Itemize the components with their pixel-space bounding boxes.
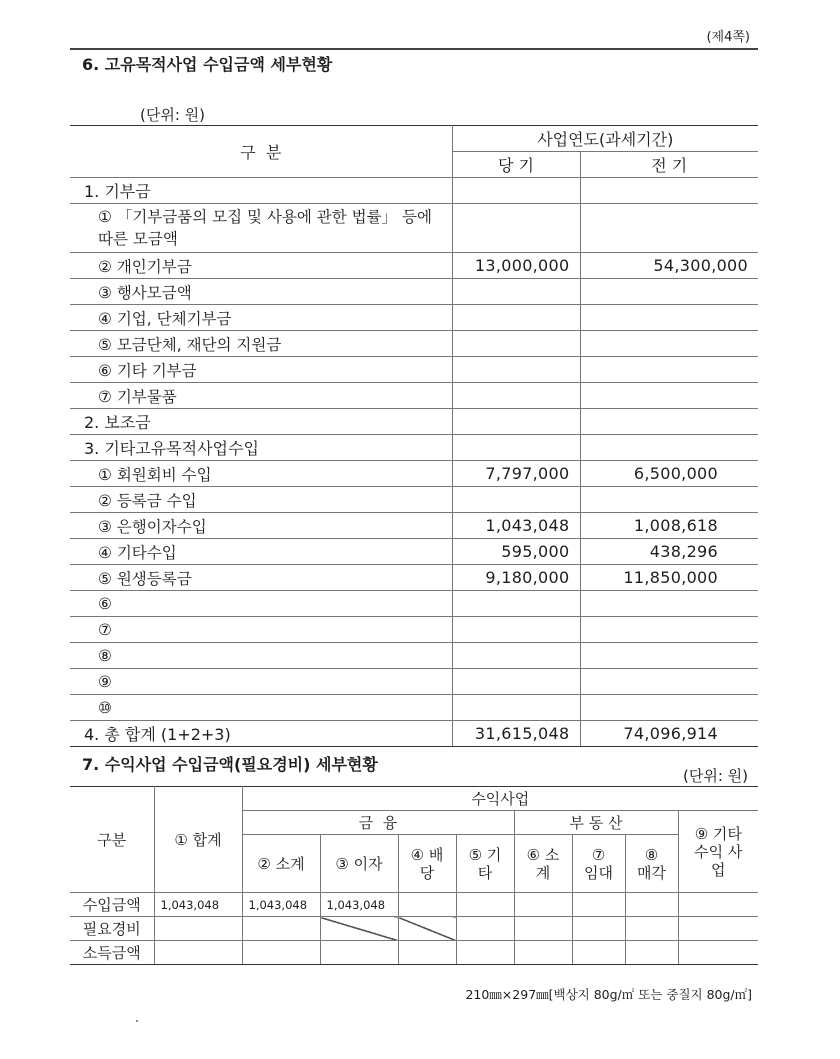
- row-label: ① 「기부금품의 모집 및 사용에 관한 법률」 등에 따른 모금액: [70, 204, 452, 253]
- t2-cell: [514, 941, 572, 965]
- row-label: ⑩: [70, 695, 452, 721]
- t2-cell: [572, 941, 625, 965]
- t2-cell: [678, 941, 758, 965]
- row-label: ⑧: [70, 643, 452, 669]
- t2-cell-diagonal: [398, 917, 456, 941]
- row-current: 7,797,000: [452, 461, 580, 487]
- t2-cell: [398, 893, 456, 917]
- row-current: [452, 435, 580, 461]
- row-current: [452, 204, 580, 253]
- row-previous: 6,500,000: [580, 461, 758, 487]
- row-current: [452, 357, 580, 383]
- row-label: ⑤ 원생등록금: [70, 565, 452, 591]
- row-label: ⑦ 기부물품: [70, 383, 452, 409]
- t2-cell: [398, 941, 456, 965]
- t2-header-sale: ⑧ 매각: [625, 835, 678, 893]
- row-previous: [580, 435, 758, 461]
- row-previous: [580, 279, 758, 305]
- header-previous: 전 기: [580, 152, 758, 178]
- header-category: 구 분: [70, 126, 452, 178]
- t2-cell: [514, 893, 572, 917]
- t2-cell-fin-subtotal: 1,043,048: [242, 893, 320, 917]
- section6-title: 6. 고유목적사업 수입금액 세부현황: [82, 55, 333, 74]
- row-previous: 438,296: [580, 539, 758, 565]
- row-previous: 1,008,618: [580, 513, 758, 539]
- row-label: ③ 행사모금액: [70, 279, 452, 305]
- total-row-label: 4. 총 합계 (1+2+3): [70, 721, 452, 747]
- page-number: (제4쪽): [706, 30, 750, 45]
- t2-cell: [456, 941, 514, 965]
- row-previous: [580, 305, 758, 331]
- t2-header-rent: ⑦ 임대: [572, 835, 625, 893]
- section7-title: 7. 수익사업 수입금액(필요경비) 세부현황: [82, 755, 378, 774]
- t2-header-dividend: ④ 배당: [398, 835, 456, 893]
- row-previous: [580, 357, 758, 383]
- total-current: 31,615,048: [452, 721, 580, 747]
- row-current: [452, 383, 580, 409]
- paper-spec-footer: 210㎜×297㎜[백상지 80g/㎡ 또는 중질지 80g/㎡]: [465, 987, 752, 1002]
- row-previous: [580, 669, 758, 695]
- header-period: 사업연도(과세기간): [452, 126, 758, 152]
- t2-row-label: 소득금액: [70, 941, 154, 965]
- row-label: ① 회원회비 수입: [70, 461, 452, 487]
- t2-header-fin-subtotal: ② 소계: [242, 835, 320, 893]
- row-previous: [580, 487, 758, 513]
- row-previous: [580, 178, 758, 204]
- t2-header-re-subtotal: ⑥ 소계: [514, 835, 572, 893]
- row-label: ④ 기업, 단체기부금: [70, 305, 452, 331]
- t2-header-interest: ③ 이자: [320, 835, 398, 893]
- row-label: ⑨: [70, 669, 452, 695]
- t2-header-profit-business: 수익사업: [242, 787, 758, 811]
- row-previous: [580, 331, 758, 357]
- row-current: [452, 617, 580, 643]
- t2-header-category: 구분: [70, 787, 154, 893]
- row-current: [452, 331, 580, 357]
- t2-header-total: ① 합계: [154, 787, 242, 893]
- row-label: ⑦: [70, 617, 452, 643]
- total-previous: 74,096,914: [580, 721, 758, 747]
- row-current: [452, 409, 580, 435]
- row-current: [452, 487, 580, 513]
- t2-cell: [456, 917, 514, 941]
- row-label: ⑤ 모금단체, 재단의 지원금: [70, 331, 452, 357]
- row-previous: [580, 695, 758, 721]
- t2-cell: [154, 917, 242, 941]
- t2-row-label: 필요경비: [70, 917, 154, 941]
- row-previous: [580, 643, 758, 669]
- t2-header-other-business: ⑨ 기타 수익 사업: [678, 811, 758, 893]
- row-label: ④ 기타수입: [70, 539, 452, 565]
- row-label: ② 개인기부금: [70, 253, 452, 279]
- t2-cell-interest: 1,043,048: [320, 893, 398, 917]
- row-label: 1. 기부금: [70, 178, 452, 204]
- t2-header-fin-other: ⑤ 기타: [456, 835, 514, 893]
- row-current: [452, 279, 580, 305]
- scan-speck: [136, 1020, 138, 1022]
- row-current: [452, 643, 580, 669]
- t2-cell: [242, 941, 320, 965]
- row-current: 9,180,000: [452, 565, 580, 591]
- row-label: ③ 은행이자수입: [70, 513, 452, 539]
- t2-cell: [154, 941, 242, 965]
- row-current: 1,043,048: [452, 513, 580, 539]
- t2-cell: [678, 917, 758, 941]
- row-previous: 11,850,000: [580, 565, 758, 591]
- t2-cell: [320, 941, 398, 965]
- t2-cell: [625, 941, 678, 965]
- row-label: ⑥: [70, 591, 452, 617]
- t2-cell-diagonal: [320, 917, 398, 941]
- t2-cell: [456, 893, 514, 917]
- t2-cell: [572, 917, 625, 941]
- t2-header-real-estate: 부 동 산: [514, 811, 678, 835]
- t2-header-finance: 금 융: [242, 811, 514, 835]
- section7-unit: (단위: 원): [683, 767, 748, 785]
- section6-table: [70, 125, 758, 747]
- row-current: 595,000: [452, 539, 580, 565]
- t2-cell: [625, 917, 678, 941]
- row-previous: [580, 204, 758, 253]
- t2-row-label: 수입금액: [70, 893, 154, 917]
- row-current: [452, 178, 580, 204]
- row-label: 2. 보조금: [70, 409, 452, 435]
- section7-table: [70, 786, 758, 965]
- top-rule: [70, 48, 758, 50]
- row-previous: [580, 383, 758, 409]
- row-previous: 54,300,000: [580, 253, 758, 279]
- row-current: [452, 669, 580, 695]
- row-current: [452, 591, 580, 617]
- section6-unit: (단위: 원): [140, 106, 205, 124]
- row-current: [452, 305, 580, 331]
- t2-cell: [514, 917, 572, 941]
- t2-cell: [242, 917, 320, 941]
- row-label: ② 등록금 수입: [70, 487, 452, 513]
- row-previous: [580, 409, 758, 435]
- row-previous: [580, 591, 758, 617]
- t2-cell: [572, 893, 625, 917]
- t2-cell: [625, 893, 678, 917]
- row-current: 13,000,000: [452, 253, 580, 279]
- t2-cell-total: 1,043,048: [154, 893, 242, 917]
- row-label: 3. 기타고유목적사업수입: [70, 435, 452, 461]
- header-current: 당 기: [452, 152, 580, 178]
- row-previous: [580, 617, 758, 643]
- row-label: ⑥ 기타 기부금: [70, 357, 452, 383]
- row-current: [452, 695, 580, 721]
- t2-cell: [678, 893, 758, 917]
